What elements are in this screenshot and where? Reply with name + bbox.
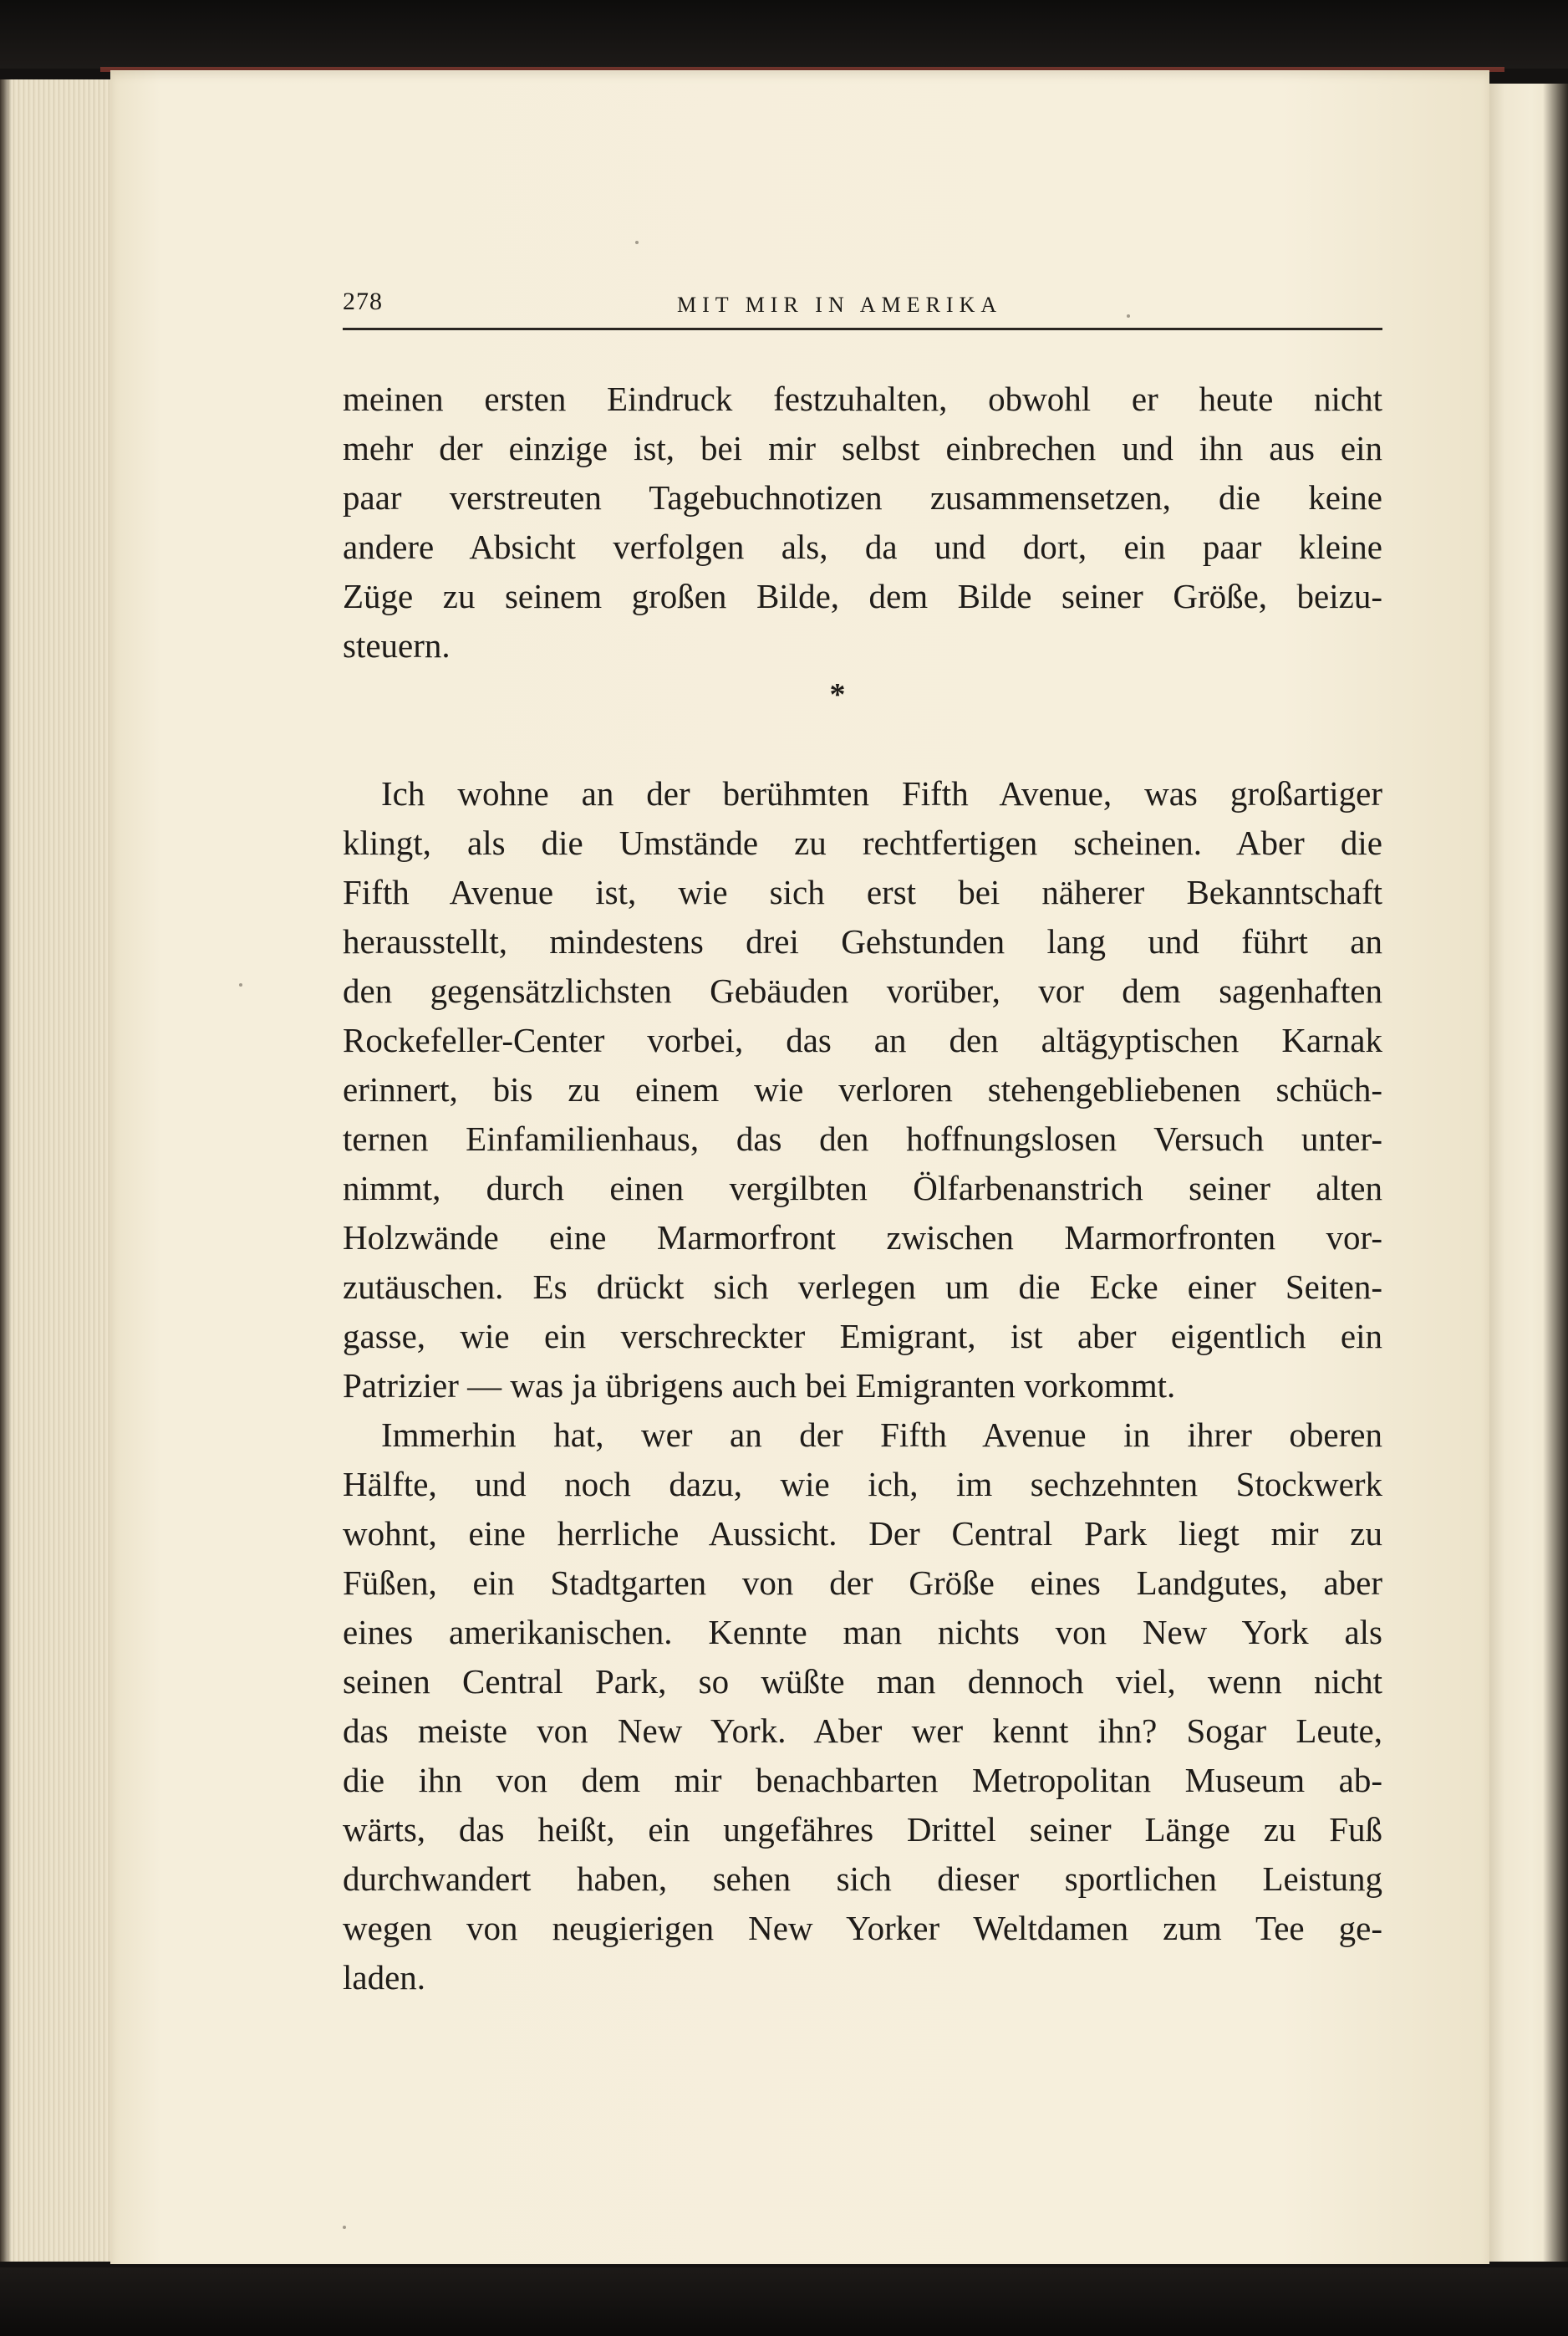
- header-rule: [343, 328, 1382, 330]
- text-line: Patrizier — was ja übrigens auch bei Emigranten vorkommt.: [343, 1366, 1176, 1405]
- text-line: seinen Central Park, so wüßte man dennoch viel, wenn nicht: [343, 1662, 1382, 1701]
- text-line: wärts, das heißt, ein ungefähres Drittel seiner Länge zu Fuß: [343, 1810, 1382, 1849]
- page-stack-left: [0, 79, 112, 2262]
- text-line: wohnt, eine herrliche Aussicht. Der Central Park liegt mir zu: [343, 1514, 1382, 1553]
- text-line: Züge zu seinem großen Bilde, dem Bilde seiner Größe, beizu-: [343, 577, 1382, 615]
- running-title: MIT MIR IN AMERIKA: [677, 293, 1003, 317]
- text-line: Fifth Avenue ist, wie sich erst bei näherer Bekanntschaft: [343, 873, 1382, 911]
- paper-speck: [1127, 314, 1130, 318]
- text-line: Immerhin hat, wer an der Fifth Avenue in ihrer oberen: [381, 1415, 1382, 1454]
- text-line: die ihn von dem mir benachbarten Metropolitan Museum ab-: [343, 1761, 1382, 1799]
- text-line: ternen Einfamilienhaus, das den hoffnungslosen Versuch unter-: [343, 1120, 1382, 1158]
- scan-background-bottom: [0, 2267, 1568, 2336]
- text-line: Hälfte, und noch dazu, wie ich, im sechzehnten Stockwerk: [343, 1465, 1382, 1503]
- text-line: steuern.: [343, 626, 451, 665]
- page-number: 278: [343, 288, 383, 315]
- text-line: wegen von neugierigen New Yorker Weltdamen zum Tee ge-: [343, 1909, 1382, 1947]
- paragraph-1: [343, 375, 1382, 671]
- scan-background-top: [0, 0, 1568, 69]
- text-line: Rockefeller-Center vorbei, das an den altägyptischen Karnak: [343, 1021, 1382, 1059]
- text-line: gasse, wie ein verschreckter Emigrant, ist aber eigentlich ein: [343, 1317, 1382, 1355]
- paper-speck: [635, 241, 639, 244]
- text-line: klingt, als die Umstände zu rechtfertigen scheinen. Aber die: [343, 824, 1382, 862]
- text-line: andere Absicht verfolgen als, da und dort, ein paar kleine: [343, 528, 1382, 566]
- text-line: mehr der einzige ist, bei mir selbst einbrechen und ihn aus ein: [343, 429, 1382, 467]
- text-line: eines amerikanischen. Kennte man nichts von New York als: [343, 1613, 1382, 1651]
- paper-speck: [239, 983, 242, 987]
- text-line: nimmt, durch einen vergilbten Ölfarbenanstrich seiner alten: [343, 1169, 1382, 1207]
- text-line: zutäuschen. Es drückt sich verlegen um die Ecke einer Seiten-: [343, 1267, 1382, 1306]
- paragraph-3: [343, 1410, 1382, 2002]
- text-line: meinen ersten Eindruck festzuhalten, obwohl er heute nicht: [343, 380, 1382, 418]
- paper-speck: [343, 2226, 346, 2229]
- text-line: Ich wohne an der berühmten Fifth Avenue, was großartiger: [381, 774, 1382, 813]
- page-stack-shadow: [0, 79, 12, 2262]
- body-text: [343, 375, 1382, 2002]
- text-line: herausstellt, mindestens drei Gehstunden lang und führt an: [343, 922, 1382, 961]
- text-line: Holzwände eine Marmorfront zwischen Marmorfronten vor-: [343, 1218, 1382, 1257]
- text-line: Füßen, ein Stadtgarten von der Größe eines Landgutes, aber: [343, 1563, 1382, 1602]
- section-separator: *: [829, 677, 846, 712]
- text-line: laden.: [343, 1958, 426, 1997]
- running-head: [343, 288, 1382, 329]
- text-line: den gegensätzlichsten Gebäuden vorüber, vor dem sagenhaften: [343, 972, 1382, 1010]
- book-cover-edge: [1543, 84, 1568, 2262]
- text-line: paar verstreuten Tagebuchnotizen zusammensetzen, die keine: [343, 478, 1382, 517]
- text-line: durchwandert haben, sehen sich dieser sportlichen Leistung: [343, 1859, 1382, 1898]
- section-gap: [343, 720, 1382, 769]
- text-line: das meiste von New York. Aber wer kennt ihn? Sogar Leute,: [343, 1711, 1382, 1750]
- text-line: erinnert, bis zu einem wie verloren stehengebliebenen schüch-: [343, 1070, 1382, 1109]
- paragraph-2: [343, 769, 1382, 1410]
